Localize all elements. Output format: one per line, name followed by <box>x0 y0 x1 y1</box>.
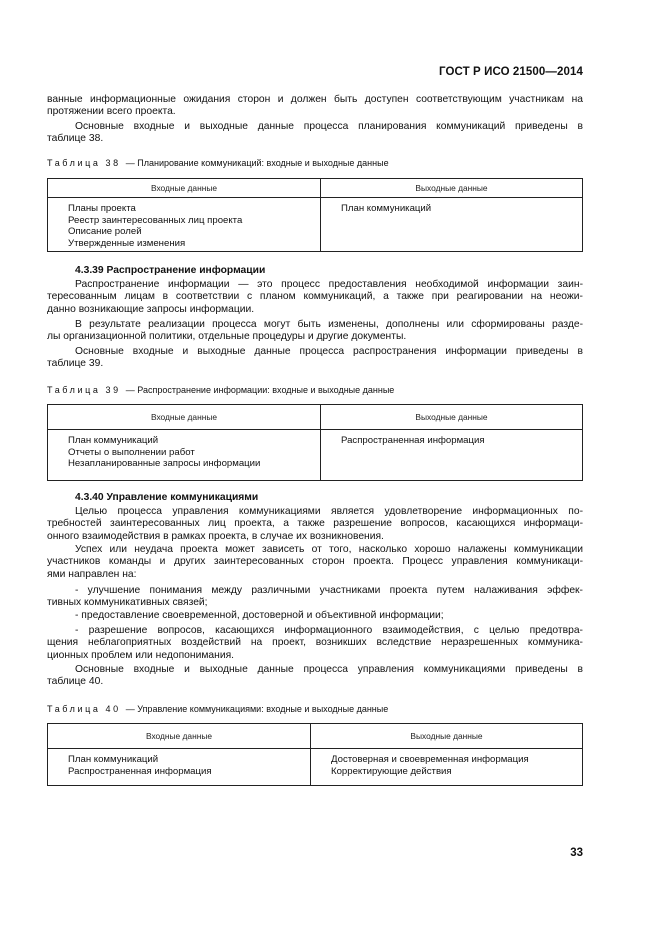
text-line: ями направлен на: <box>47 568 137 580</box>
table39-header-output: Выходные данные <box>321 405 583 430</box>
table-cell-line: Отчеты о выполнении работ <box>68 446 195 458</box>
text-line: таблице 39. <box>47 358 104 370</box>
section39-paragraph-2 <box>47 319 583 344</box>
section39-paragraph-3 <box>47 346 583 371</box>
page-number: 33 <box>570 847 583 859</box>
table40-outputs <box>311 749 583 786</box>
table39-caption: Таблица 39 — Распространение информации: входные и выходные данные <box>47 385 395 395</box>
table38-reference <box>47 121 583 146</box>
section40-bullet-1 <box>47 585 583 610</box>
section-heading-4-3-39: 4.3.39 Распространение информации <box>75 265 266 276</box>
table-cell-line: Описание ролей <box>68 226 142 238</box>
table38-header-input: Входные данные <box>48 179 321 198</box>
section40-paragraph-2 <box>47 544 583 581</box>
document-code: ГОСТ Р ИСО 21500—2014 <box>438 66 583 78</box>
table40 <box>47 723 583 786</box>
text-line: онного взаимодействия в рамках проекта, в случае их возникновения. <box>47 530 384 542</box>
text-line: протяжении всего проекта. <box>47 106 176 118</box>
section-heading-4-3-40: 4.3.40 Управление коммуникациями <box>75 492 259 503</box>
table39-outputs <box>321 430 583 481</box>
table38-header-output: Выходные данные <box>321 179 583 198</box>
table40-header-output: Выходные данные <box>311 724 583 749</box>
text-line: таблице 40. <box>47 676 104 688</box>
list-item-line: - разрешение вопросов, касающихся информационного взаимодействия, с целью предотвра- <box>75 625 583 636</box>
table40-header-input: Входные данные <box>48 724 311 749</box>
table40-caption: Таблица 40 — Управление коммуникациями: входные и выходные данные <box>47 704 389 714</box>
table38-outputs <box>321 198 583 252</box>
list-item-line: - улучшение понимания между различными участниками проекта путем налаживания эффек- <box>75 585 583 596</box>
intro-paragraph <box>47 94 583 119</box>
text-line: участников команды и других заинтересованных сторон проекта. Процесс управления коммуникаци- <box>47 556 583 568</box>
text-line: Основные входные и выходные данные процесса распространения информации приведены в <box>75 346 583 357</box>
text-line: В результате реализации процесса могут быть изменены, дополнены или сформированы разде- <box>75 319 583 330</box>
table38-caption: Таблица 38 — Планирование коммуникаций: входные и выходные данные <box>47 158 389 168</box>
table-cell-line: Незапланированные запросы информации <box>68 458 261 470</box>
text-line: ванные информационные ожидания сторон и должен быть доступен соответствующим участникам на <box>47 94 583 105</box>
table40-inputs <box>48 749 311 786</box>
table39-header-input: Входные данные <box>48 405 321 430</box>
text-line: Основные входные и выходные данные процесса управления коммуникациями приведены в <box>75 664 583 675</box>
text-line: Целью процесса управления коммуникациями является удовлетворение информационных по- <box>75 506 583 517</box>
table-cell-line: Распространенная информация <box>341 435 485 446</box>
table-cell-line: Реестр заинтересованных лиц проекта <box>68 214 243 226</box>
section39-paragraph-1 <box>47 279 583 316</box>
table38-inputs <box>48 198 321 252</box>
list-item-line: щения неблагоприятных воздействий на проект, возникших вследствие неразрешенных коммуника- <box>47 637 583 649</box>
table39 <box>47 404 583 481</box>
section40-paragraph-3 <box>47 664 583 689</box>
table-cell-line: Достоверная и своевременная информация <box>331 754 529 765</box>
text-line: данно возникающие запросы информации. <box>47 303 255 315</box>
table38 <box>47 178 583 252</box>
table-cell-line: Утвержденные изменения <box>68 237 186 249</box>
text-line: Основные входные и выходные данные процесса планирования коммуникаций приведены в <box>75 121 583 132</box>
text-line: лы организационной политики, отдельные процедуры и другие документы. <box>47 331 407 343</box>
table-cell-line: План коммуникаций <box>341 203 432 214</box>
section40-bullet-3 <box>47 625 583 662</box>
section40-bullet-2 <box>47 610 583 622</box>
text-line: таблице 38. <box>47 133 104 145</box>
list-item-line: ционных проблем или недопонимания. <box>47 649 235 661</box>
table-cell-line: План коммуникаций <box>68 435 159 446</box>
section40-paragraph-1 <box>47 506 583 543</box>
text-line: Распространение информации — это процесс предоставления необходимой информации заин- <box>75 279 583 290</box>
table-cell-line: Распространенная информация <box>68 765 212 777</box>
table-cell-line: Корректирующие действия <box>331 765 452 777</box>
table39-inputs <box>48 430 321 481</box>
list-item-line: тивных коммуникативных связей; <box>47 597 208 609</box>
text-line: требностей заинтересованных лиц проекта, а также разрешение вопросов, касающихся информаци- <box>47 518 583 530</box>
text-line: тересованным лицам в соответствии с планом коммуникаций, а также при реагировании на неожи- <box>47 291 583 303</box>
table-cell-line: План коммуникаций <box>68 754 159 765</box>
list-item-line: - предоставление своевременной, достоверной и объективной информации; <box>75 610 444 621</box>
text-line: Успех или неудача проекта может зависеть от того, насколько хорошо налажены коммуникации <box>75 544 583 555</box>
table-cell-line: Планы проекта <box>68 203 136 214</box>
